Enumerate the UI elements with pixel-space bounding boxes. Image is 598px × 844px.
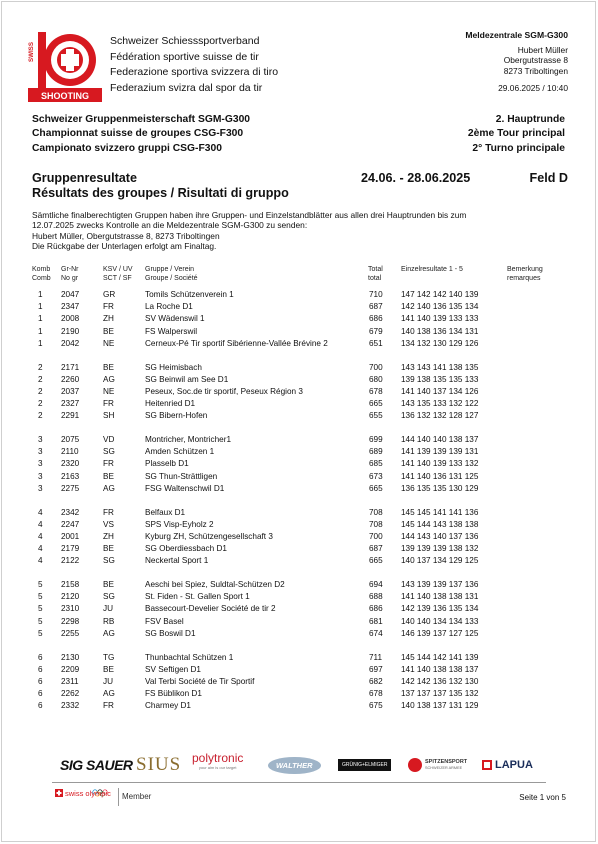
cell-komb: 5: [38, 604, 43, 614]
table-row: [0, 628, 598, 639]
org-name-rm: Federazium svizra dal spor da tir: [110, 81, 263, 94]
col-header-nr-fr: No gr: [61, 275, 79, 282]
cell-komb: 4: [38, 544, 43, 554]
cell-group-number: 2075: [61, 435, 80, 444]
table-row: [0, 374, 598, 385]
results-title: [32, 171, 289, 200]
cell-komb: 1: [38, 290, 43, 299]
organization-names: [110, 34, 278, 96]
cell-total: 694: [369, 580, 383, 589]
cell-total: 679: [369, 326, 383, 336]
member-separator: [118, 788, 119, 806]
cell-canton: BE: [103, 471, 114, 481]
cell-individual-results: 140 137 134 129 125: [401, 556, 479, 566]
cell-group-name: Heitenried D1: [145, 399, 196, 409]
table-row: [0, 446, 598, 457]
table-row: [0, 507, 598, 518]
cell-group-name: Bassecourt-Develier Société de tir 2: [145, 604, 276, 614]
cell-total: 665: [369, 483, 383, 493]
cell-komb: 2: [38, 399, 43, 409]
office-address: [465, 30, 568, 93]
cell-canton: FR: [103, 507, 114, 517]
sponsor-spitzensport-armee: SPITZENSPORT SCHWEIZER ARMEE: [408, 754, 467, 776]
cell-group-number: 2047: [61, 290, 80, 299]
table-row: [0, 326, 598, 337]
table-row: [0, 543, 598, 554]
cell-group-name: Cerneux-Pé Tir sportif Sibérienne-Vallée Brévine 2: [145, 338, 328, 348]
cell-group-name: FSV Basel: [145, 616, 184, 626]
cell-komb: 4: [38, 519, 43, 529]
svg-text:SHOOTING: SHOOTING: [40, 91, 90, 101]
note-line: 12.07.2025 zwecks Kontrolle an die Meldezentrale SGM-G300 zu senden:: [32, 220, 308, 231]
cell-canton: FR: [103, 701, 114, 711]
cell-group-number: 2320: [61, 459, 80, 469]
swiss-olympic-logo: [55, 786, 115, 812]
cell-canton: FR: [103, 302, 114, 312]
cell-canton: SG: [103, 556, 115, 566]
col-header-ind: Einzelresultate 1 - 5: [401, 266, 463, 273]
table-row: [0, 289, 598, 300]
cell-individual-results: 140 138 137 131 129: [401, 701, 479, 711]
cell-individual-results: 144 143 140 137 136: [401, 531, 479, 541]
sponsor-sigsauer: SIG SAUER: [60, 757, 133, 773]
cell-total: 708: [369, 519, 383, 529]
cell-individual-results: 143 135 133 132 122: [401, 399, 479, 409]
cell-total: 689: [369, 447, 383, 457]
col-header-group: [145, 265, 198, 283]
col-header-group-number: [61, 265, 79, 283]
cell-group-number: 2255: [61, 628, 80, 638]
competition-fr: Championnat suisse de groupes CSG-F300: [32, 128, 244, 140]
sponsor-polytronic: polytronic your aim is our target: [192, 751, 244, 770]
cell-total: 681: [369, 616, 383, 626]
sponsor-gruenig-elmiger: GRÜNIG+ELMIGER: [338, 754, 391, 776]
cell-individual-results: 143 139 139 137 136: [401, 580, 479, 589]
cell-individual-results: 142 142 136 132 130: [401, 676, 479, 686]
cell-komb: 1: [38, 314, 43, 324]
table-row: [0, 483, 598, 494]
cell-komb: 6: [38, 664, 43, 674]
cell-canton: RB: [103, 616, 115, 626]
competition-it: Campionato svizzero gruppi CSG-F300: [32, 142, 222, 154]
cell-individual-results: 139 138 135 135 133: [401, 374, 479, 384]
cell-canton: TG: [103, 652, 115, 662]
cell-total: 710: [369, 290, 383, 299]
cell-individual-results: 134 132 130 129 126: [401, 338, 479, 348]
cell-komb: 6: [38, 676, 43, 686]
cell-group-name: SG Thun-Strättligen: [145, 471, 218, 481]
col-header-grp-fr: Groupe / Société: [145, 275, 198, 282]
cell-group-name: Thunbachtal Schützen 1: [145, 652, 234, 662]
cell-total: 675: [369, 701, 383, 711]
cell-group-name: Plasselb D1: [145, 459, 189, 469]
table-row: [0, 616, 598, 627]
cell-individual-results: 136 132 132 128 127: [401, 411, 479, 421]
cell-group-number: 2342: [61, 507, 80, 517]
cell-canton: NE: [103, 338, 115, 348]
cell-canton: VD: [103, 435, 115, 444]
footer-divider: [52, 782, 546, 783]
table-row: [0, 362, 598, 373]
cell-komb: 1: [38, 338, 43, 348]
cell-group-name: Aeschi bei Spiez, Suldtal-Schützen D2: [145, 580, 285, 589]
office-name: Meldezentrale SGM-G300: [465, 30, 568, 40]
cell-total: 699: [369, 435, 383, 444]
col-header-kt-fr: SCT / SF: [103, 275, 132, 282]
cell-canton: AG: [103, 374, 115, 384]
cell-group-number: 2001: [61, 531, 80, 541]
cell-group-name: Neckertal Sport 1: [145, 556, 209, 566]
cell-individual-results: 142 140 136 135 134: [401, 302, 479, 312]
cell-individual-results: 140 138 136 134 131: [401, 326, 479, 336]
cell-group-number: 2260: [61, 374, 80, 384]
cell-individual-results: 141 140 138 138 137: [401, 664, 479, 674]
cell-total: 651: [369, 338, 383, 348]
table-row: [0, 688, 598, 699]
cell-canton: SG: [103, 447, 115, 457]
cell-komb: 5: [38, 592, 43, 602]
cell-group-name: SPS Visp-Eyholz 2: [145, 519, 214, 529]
cell-group-number: 2275: [61, 483, 80, 493]
cell-komb: 1: [38, 326, 43, 336]
cell-group-name: SG Bibern-Hofen: [145, 411, 208, 421]
cell-individual-results: 137 137 137 135 132: [401, 689, 479, 699]
cell-komb: 3: [38, 447, 43, 457]
cell-total: 688: [369, 592, 383, 602]
cell-komb: 6: [38, 689, 43, 699]
round-fr: 2ème Tour principal: [467, 128, 565, 140]
cell-group-name: SV Seftigen D1: [145, 664, 201, 674]
table-row: [0, 458, 598, 469]
results-notes: [32, 210, 572, 251]
cell-group-number: 2247: [61, 519, 80, 529]
cell-group-name: Belfaux D1: [145, 507, 186, 517]
table-row: [0, 434, 598, 445]
cell-individual-results: 136 135 135 130 129: [401, 483, 479, 493]
cell-total: 680: [369, 374, 383, 384]
cell-individual-results: 145 145 141 141 136: [401, 507, 479, 517]
results-title-de: Gruppenresultate: [32, 171, 137, 185]
cell-group-number: 2190: [61, 326, 80, 336]
print-datetime: 29.06.2025 / 10:40: [498, 82, 568, 93]
office-city: 8273 Triboltingen: [503, 65, 568, 76]
sponsor-sius: SIUS: [136, 754, 182, 775]
cell-group-name: La Roche D1: [145, 302, 193, 312]
note-line: Die Rückgabe der Unterlagen erfolgt am Finaltag.: [32, 240, 217, 251]
org-name-de: Schweizer Schiesssportverband: [110, 35, 260, 47]
cell-total: 687: [369, 302, 383, 312]
cell-canton: ZH: [103, 531, 114, 541]
table-row: [0, 664, 598, 675]
cell-komb: 3: [38, 459, 43, 469]
table-row: [0, 338, 598, 349]
cell-group-number: 2310: [61, 604, 80, 614]
col-header-total: [368, 265, 383, 283]
cell-individual-results: 146 139 137 127 125: [401, 628, 479, 638]
table-row: [0, 313, 598, 324]
cell-group-number: 2042: [61, 338, 80, 348]
results-dates: 24.06. - 28.06.2025: [361, 171, 471, 185]
cell-total: 711: [369, 652, 383, 662]
col-header-canton: [103, 265, 133, 283]
org-name-it: Federazione sportiva svizzera di tiro: [110, 66, 279, 78]
col-header-rem-de: Bemerkung: [507, 266, 543, 273]
col-header-individual: [401, 265, 463, 274]
cell-group-number: 2179: [61, 544, 80, 554]
cell-total: 700: [369, 362, 383, 372]
cell-group-number: 2298: [61, 616, 80, 626]
cell-komb: 4: [38, 556, 43, 566]
col-header-komb-fr: Comb: [32, 275, 51, 282]
cell-total: 686: [369, 604, 383, 614]
cell-group-number: 2110: [61, 447, 79, 457]
cell-canton: JU: [103, 676, 114, 686]
cell-total: 686: [369, 314, 383, 324]
cell-total: 665: [369, 556, 383, 566]
cell-individual-results: 139 139 139 138 132: [401, 544, 479, 554]
table-row: [0, 531, 598, 542]
cell-group-number: 2262: [61, 689, 80, 699]
table-row: [0, 591, 598, 602]
cell-canton: FR: [103, 399, 114, 409]
cell-canton: AG: [103, 483, 115, 493]
svg-text:swiss olympic: swiss olympic: [65, 789, 111, 798]
cell-komb: 6: [38, 701, 43, 711]
col-header-tot-de: Total: [368, 266, 383, 273]
cell-group-name: SV Wädenswil 1: [145, 314, 205, 324]
cell-komb: 2: [38, 411, 43, 421]
sponsor-walther: WALTHER: [268, 754, 321, 776]
cell-komb: 3: [38, 483, 43, 493]
cell-total: 674: [369, 628, 383, 638]
cell-group-name: Kyburg ZH, Schützengesellschaft 3: [145, 531, 273, 541]
cell-individual-results: 144 140 140 138 137: [401, 435, 479, 444]
cell-total: 665: [369, 399, 383, 409]
cell-group-name: SG Beinwil am See D1: [145, 374, 229, 384]
office-person: Hubert Müller: [517, 45, 568, 56]
cell-group-number: 2037: [61, 386, 80, 396]
cell-komb: 3: [38, 435, 43, 444]
cell-individual-results: 141 140 138 138 131: [401, 592, 479, 602]
cell-komb: 5: [38, 580, 43, 589]
cell-total: 678: [369, 386, 383, 396]
cell-komb: 3: [38, 471, 43, 481]
cell-group-name: FS Walperswil: [145, 326, 198, 336]
cell-group-name: FS Büblikon D1: [145, 689, 202, 699]
office-street: Obergutstrasse 8: [503, 55, 568, 66]
cell-individual-results: 145 144 143 138 138: [401, 519, 479, 529]
cell-canton: JU: [103, 604, 114, 614]
cell-group-name: Tomils Schützenverein 1: [145, 290, 234, 299]
cell-komb: 5: [38, 628, 43, 638]
competition-names: [32, 113, 250, 156]
col-header-grp-de: Gruppe / Verein: [145, 266, 195, 273]
table-row: [0, 301, 598, 312]
cell-canton: SH: [103, 411, 115, 421]
table-row: [0, 676, 598, 687]
member-label: Member: [122, 792, 152, 801]
cell-canton: BE: [103, 326, 114, 336]
col-header-komb: [32, 265, 51, 283]
cell-group-number: 2311: [61, 676, 79, 686]
table-row: [0, 386, 598, 397]
table-row: [0, 579, 598, 590]
round-de: 2. Hauptrunde: [495, 114, 565, 125]
cell-canton: SG: [103, 592, 115, 602]
cell-canton: BE: [103, 362, 114, 372]
cell-total: 700: [369, 531, 383, 541]
cell-total: 673: [369, 471, 383, 481]
cell-canton: VS: [103, 519, 114, 529]
cell-group-name: Charmey D1: [145, 701, 191, 711]
cell-canton: BE: [103, 580, 114, 589]
cell-komb: 2: [38, 386, 43, 396]
table-row: [0, 603, 598, 614]
cell-individual-results: 141 140 137 134 126: [401, 386, 479, 396]
table-row: [0, 398, 598, 409]
cell-group-name: SG Heimisbach: [145, 362, 202, 372]
cell-komb: 4: [38, 531, 43, 541]
col-header-komb-de: Komb: [32, 266, 51, 273]
cell-total: 697: [369, 664, 383, 674]
cell-group-name: St. Fiden - St. Gallen Sport 1: [145, 592, 250, 602]
competition-de: Schweizer Gruppenmeisterschaft SGM-G300: [32, 114, 251, 125]
cell-total: 708: [369, 507, 383, 517]
cell-individual-results: 141 140 139 133 133: [401, 314, 479, 324]
table-row: [0, 652, 598, 663]
table-row: [0, 555, 598, 566]
col-header-tot-fr: total: [368, 275, 382, 282]
cell-group-number: 2120: [61, 592, 80, 602]
org-name-fr: Fédération sportive suisse de tir: [110, 50, 259, 63]
cell-individual-results: 141 140 136 131 125: [401, 471, 479, 481]
cell-group-number: 2327: [61, 399, 80, 409]
swiss-shooting-logo: [28, 28, 102, 102]
cell-canton: GR: [103, 290, 116, 299]
col-header-kt-de: KSV / UV: [103, 266, 133, 273]
cell-individual-results: 141 140 139 133 132: [401, 459, 479, 469]
table-row: [0, 410, 598, 421]
round-it: 2° Turno principale: [472, 142, 565, 154]
cell-group-name: Val Terbi Société de Tir Sportif: [145, 676, 255, 686]
cell-group-name: Amden Schützen 1: [145, 447, 215, 457]
results-title-fr-it: Résultats des groupes / Risultati di gruppo: [32, 185, 289, 200]
sponsor-bar: [52, 746, 546, 782]
cell-komb: 1: [38, 302, 43, 312]
cell-komb: 2: [38, 374, 43, 384]
cell-canton: BE: [103, 544, 114, 554]
cell-total: 655: [369, 411, 383, 421]
note-line: Sämtliche finalberechtigten Gruppen haben ihre Gruppen- und Einzelstandblätter aus allen drei Hauptrunden bis zum: [32, 210, 467, 220]
cell-total: 678: [369, 689, 383, 699]
cell-group-number: 2332: [61, 701, 80, 711]
page-number: Seite 1 von 5: [519, 793, 566, 802]
cell-individual-results: 147 142 142 140 139: [401, 290, 479, 299]
cell-group-name: Montricher, Montricher1: [145, 435, 232, 444]
round-names: [468, 113, 565, 156]
cell-group-number: 2008: [61, 314, 80, 324]
table-row: [0, 471, 598, 482]
cell-group-number: 2163: [61, 471, 80, 481]
cell-group-name: SG Oberdiessbach D1: [145, 544, 227, 554]
cell-group-name: SG Boswil D1: [145, 628, 196, 638]
cell-komb: 2: [38, 362, 43, 372]
cell-canton: ZH: [103, 314, 114, 324]
cell-group-number: 2158: [61, 580, 80, 589]
cell-individual-results: 142 139 136 135 134: [401, 604, 479, 614]
cell-total: 687: [369, 544, 383, 554]
col-header-rem-fr: remarques: [507, 275, 541, 282]
table-row: [0, 700, 598, 711]
cell-canton: NE: [103, 386, 115, 396]
cell-group-number: 2130: [61, 652, 80, 662]
cell-group-number: 2291: [61, 411, 80, 421]
cell-group-name: Peseux, Soc.de tir sportif, Peseux Région 3: [145, 386, 303, 396]
cell-group-number: 2171: [61, 362, 80, 372]
cell-individual-results: 140 140 134 134 133: [401, 616, 479, 626]
results-field: Feld D: [529, 171, 568, 185]
cell-komb: 5: [38, 616, 43, 626]
note-line: Hubert Müller, Obergutstrasse 8, 8273 Triboltingen: [32, 230, 220, 241]
col-header-nr-de: Gr-Nr: [61, 266, 79, 273]
cell-group-number: 2347: [61, 302, 80, 312]
col-header-remarks: [507, 265, 543, 283]
cell-group-number: 2209: [61, 664, 80, 674]
svg-text:SWISS: SWISS: [28, 42, 35, 62]
cell-komb: 6: [38, 652, 43, 662]
cell-total: 685: [369, 459, 383, 469]
cell-group-number: 2122: [61, 556, 80, 566]
cell-canton: AG: [103, 628, 115, 638]
cell-total: 682: [369, 676, 383, 686]
cell-canton: AG: [103, 689, 115, 699]
cell-komb: 4: [38, 507, 43, 517]
cell-individual-results: 145 144 142 141 139: [401, 652, 479, 662]
cell-individual-results: 141 139 139 139 131: [401, 447, 479, 457]
cell-group-name: FSG Waltenschwil D1: [145, 483, 225, 493]
cell-canton: FR: [103, 459, 114, 469]
table-row: [0, 519, 598, 530]
cell-canton: BE: [103, 664, 114, 674]
sponsor-lapua: LAPUA: [482, 754, 533, 776]
cell-individual-results: 143 143 141 138 135: [401, 362, 479, 372]
